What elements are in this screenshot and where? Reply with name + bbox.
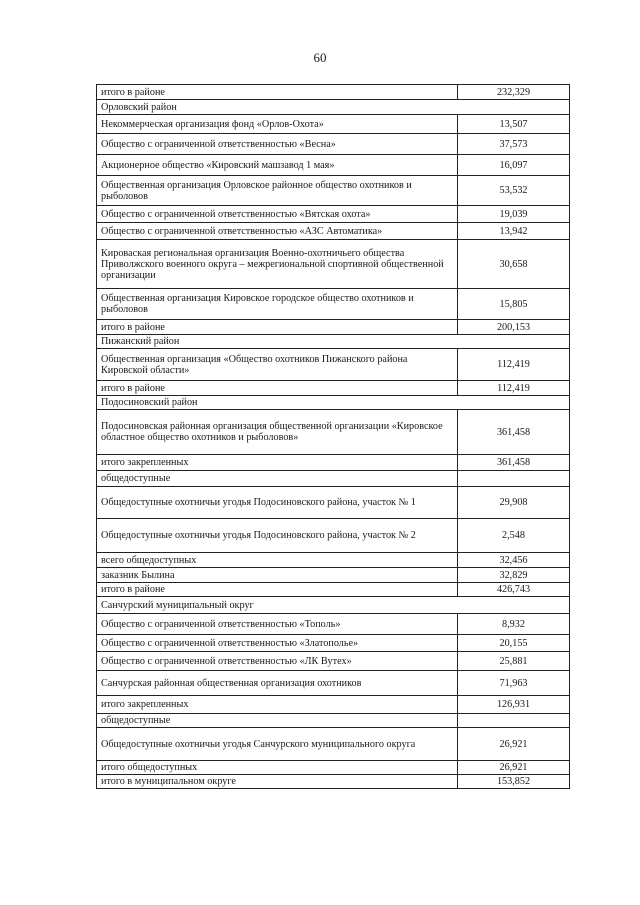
table-row [97,761,570,775]
table-row [97,320,570,335]
table-row [97,134,570,155]
table-row [97,349,570,381]
row-name: итого в муниципальном округе [97,775,458,789]
table-row [97,671,570,696]
row-area-value: 32,456 [458,553,570,568]
row-name: Общественная организация Кировское городское общество охотников и рыболовов [97,289,458,320]
table-row [97,714,570,728]
table-row [97,696,570,714]
table-row [97,176,570,206]
section-title: Орловский район [97,100,570,115]
row-name: Общедоступные охотничьи угодья Подосиновского района, участок № 1 [97,487,458,519]
row-name: Подосиновская районная организация общественной организации «Кировское областное общество охотников и рыболовов» [97,410,458,455]
table-row [97,289,570,320]
row-area-value: 13,942 [458,223,570,240]
row-area-value: 200,153 [458,320,570,335]
row-name: итого в районе [97,583,458,597]
table-row [97,568,570,583]
table-row [97,728,570,761]
table-row [97,85,570,100]
row-area-value: 29,908 [458,487,570,519]
row-name: Общедоступные охотничьи угодья Санчурского муниципального округа [97,728,458,761]
table-row [97,519,570,553]
section-header-row [97,335,570,349]
row-name: Санчурская районная общественная организация охотников [97,671,458,696]
row-area-value: 26,921 [458,728,570,761]
row-name: итого общедоступных [97,761,458,775]
row-name: Общедоступные охотничьи угодья Подосиновского района, участок № 2 [97,519,458,553]
section-title: Подосиновский район [97,396,570,410]
row-area-value: 8,932 [458,614,570,635]
section-header-row [97,597,570,614]
row-name: Акционерное общество «Кировский машзавод 1 мая» [97,155,458,176]
row-name: Общество с ограниченной ответственностью «ЛК Вутех» [97,652,458,671]
row-name: всего общедоступных [97,553,458,568]
row-name: Общественная организация Орловское районное общество охотников и рыболовов [97,176,458,206]
row-name: Общество с ограниченной ответственностью «Весна» [97,134,458,155]
row-area-value: 361,458 [458,455,570,471]
row-area-value: 37,573 [458,134,570,155]
row-name: Общество с ограниченной ответственностью «Вятская охота» [97,206,458,223]
table-row [97,614,570,635]
table-row [97,155,570,176]
row-area-value: 126,931 [458,696,570,714]
row-area-value: 19,039 [458,206,570,223]
section-title: Пижанский район [97,335,570,349]
row-area-value: 15,805 [458,289,570,320]
row-name: Общественная организация «Общество охотников Пижанского района Кировской области» [97,349,458,381]
row-area-value: 426,743 [458,583,570,597]
section-title: Санчурский муниципальный округ [97,597,570,614]
row-name: итого в районе [97,320,458,335]
table-row [97,553,570,568]
row-name: Общество с ограниченной ответственностью «АЗС Автоматика» [97,223,458,240]
row-name: Общество с ограниченной ответственностью «Тополь» [97,614,458,635]
table-row [97,455,570,471]
table-row [97,381,570,396]
row-name: общедоступные [97,471,458,487]
row-name: Некоммерческая организация фонд «Орлов-Охота» [97,115,458,134]
row-name: итого закрепленных [97,696,458,714]
table-row [97,410,570,455]
row-area-value [458,714,570,728]
row-area-value: 53,532 [458,176,570,206]
row-area-value [458,471,570,487]
table-row [97,583,570,597]
row-area-value: 361,458 [458,410,570,455]
row-area-value: 2,548 [458,519,570,553]
row-area-value: 16,097 [458,155,570,176]
section-header-row [97,100,570,115]
row-area-value: 112,419 [458,349,570,381]
row-area-value: 112,419 [458,381,570,396]
hunting-grounds-table [96,84,570,789]
row-area-value: 13,507 [458,115,570,134]
table-row [97,635,570,652]
row-name: итого в районе [97,85,458,100]
row-name: Кироваская региональная организация Военно-охотничьего общества Приволжского военного округа – межрегиональной спортивной общественной организации [97,240,458,289]
row-area-value: 153,852 [458,775,570,789]
row-name: общедоступные [97,714,458,728]
table-row [97,223,570,240]
table-row [97,471,570,487]
table-row [97,775,570,789]
page-number: 60 [313,50,327,65]
row-area-value: 20,155 [458,635,570,652]
row-area-value: 25,881 [458,652,570,671]
section-header-row [97,396,570,410]
row-area-value: 232,329 [458,85,570,100]
table-row [97,206,570,223]
row-area-value: 32,829 [458,568,570,583]
row-name: итого в районе [97,381,458,396]
table-row [97,115,570,134]
table-row [97,652,570,671]
row-name: заказник Былина [97,568,458,583]
table-row [97,487,570,519]
row-area-value: 71,963 [458,671,570,696]
row-name: итого закрепленных [97,455,458,471]
row-name: Общество с ограниченной ответственностью «Златополье» [97,635,458,652]
row-area-value: 26,921 [458,761,570,775]
table-body [97,85,570,789]
table-row [97,240,570,289]
row-area-value: 30,658 [458,240,570,289]
